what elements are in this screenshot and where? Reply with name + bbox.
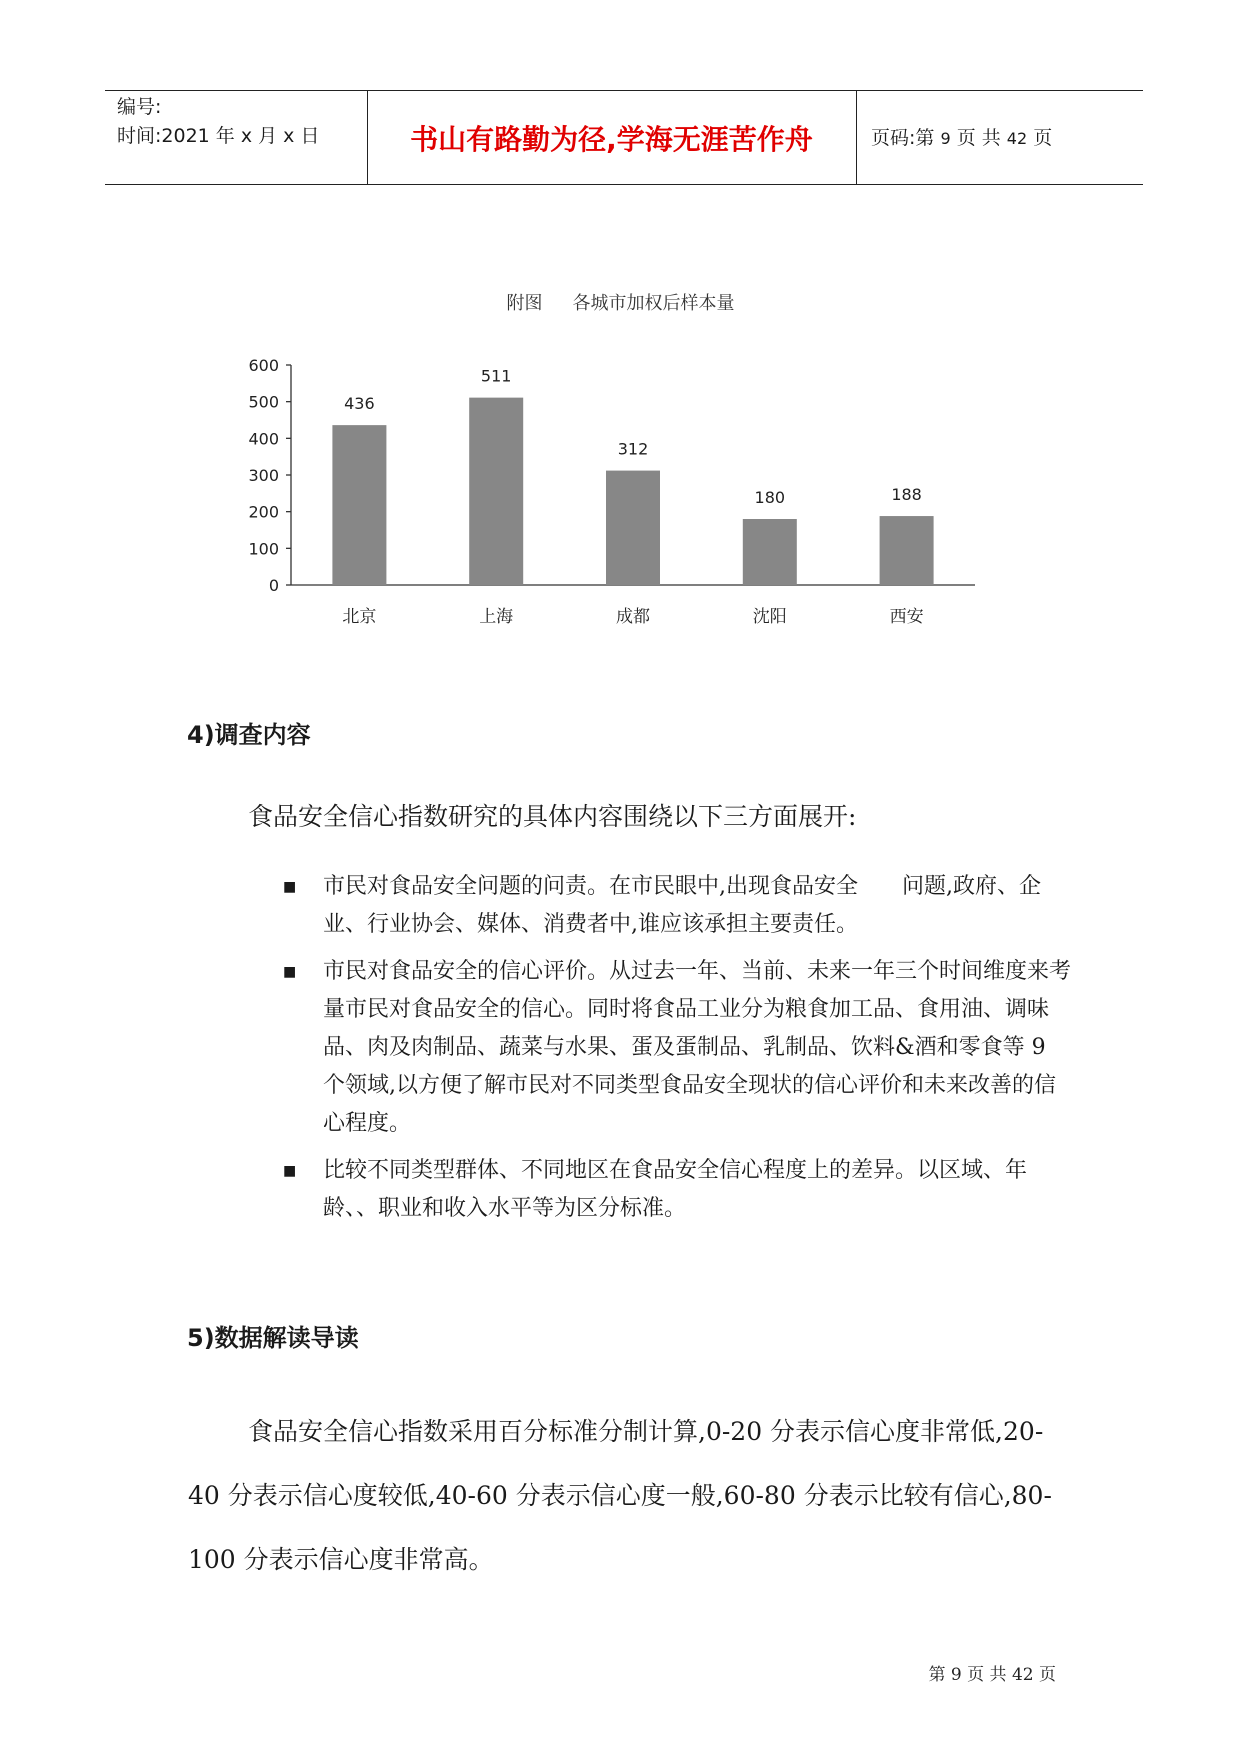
header-divider-right xyxy=(856,91,857,184)
section-4-bullet-list xyxy=(281,868,1071,1237)
header-meta xyxy=(117,93,319,151)
figure-caption-title: 各城市加权后样本量 xyxy=(572,293,735,314)
figure-caption-prefix: 附图 xyxy=(506,293,543,314)
y-tick-label: 100 xyxy=(248,539,279,559)
page-code-mid: 页 共 xyxy=(956,127,1001,149)
bar xyxy=(332,425,386,585)
bar xyxy=(743,519,797,585)
bar xyxy=(606,471,660,585)
header-page-code xyxy=(871,123,1052,150)
page-code-label: 页码:第 xyxy=(871,127,935,149)
bullet-item xyxy=(281,868,1071,944)
header-motto: 书山有路勤为径,学海无涯苦作舟 xyxy=(410,122,813,156)
y-tick-label: 0 xyxy=(268,576,279,595)
section-4-intro xyxy=(188,797,1068,837)
bar-data-label: 436 xyxy=(344,394,375,414)
figure-caption xyxy=(0,289,1241,315)
y-tick-label: 400 xyxy=(248,429,279,449)
section-5-heading: 5)数据解读导读 xyxy=(187,1324,359,1352)
bullet-text: 比较不同类型群体、不同地区在食品安全信心程度上的差异。以区域、年龄、、职业和收入水平等为区分标准。 xyxy=(323,1158,1028,1221)
bar-data-label: 511 xyxy=(480,366,512,386)
page-code-end: 页 xyxy=(1033,127,1053,149)
sample-size-bar-chart xyxy=(230,345,990,635)
y-tick-label: 500 xyxy=(248,392,279,412)
x-category-label: 成都 xyxy=(616,607,650,627)
bar-data-label: 188 xyxy=(891,485,922,505)
page-footer: 第 9 页 共 42 页 xyxy=(928,1665,1056,1685)
bullet-marker: ■ xyxy=(283,1163,297,1179)
bullet-marker: ■ xyxy=(283,879,297,895)
y-tick-label: 300 xyxy=(248,466,279,485)
bar-data-label: 180 xyxy=(754,488,786,507)
x-category-label: 沈阳 xyxy=(752,607,787,627)
bar xyxy=(880,516,934,585)
x-category-label: 西安 xyxy=(889,607,924,627)
bullet-marker: ■ xyxy=(283,964,297,980)
section-4-heading: 4)调查内容 xyxy=(187,721,311,749)
page-header xyxy=(105,90,1143,185)
bullet-text: 市民对食品安全问题的问责。在市民眼中,出现食品安全 问题,政府、企业、行业协会、媒体、消费者中,谁应该承担主要责任。 xyxy=(323,874,1041,937)
page-code-current: 9 xyxy=(940,129,951,148)
y-tick-label: 600 xyxy=(248,356,279,375)
section-5-body-text: 食品安全信心指数采用百分标准分制计算,0-20 分表示信心度非常低,20-40 分表示信心度较低,40-60 分表示信心度一般,60-80 分表示比较有信心,80-100 分表示信心度非常高。 xyxy=(188,1417,1052,1574)
bullet-item xyxy=(281,1152,1071,1228)
bar xyxy=(469,398,523,585)
section-5-body xyxy=(188,1400,1068,1592)
y-tick-label: 200 xyxy=(248,502,279,522)
x-category-label: 上海 xyxy=(479,607,514,627)
x-category-label: 北京 xyxy=(342,607,377,627)
doc-time-label: 时间:2021 年 x 月 x 日 xyxy=(117,125,320,147)
section-4-intro-text: 食品安全信心指数研究的具体内容围绕以下三方面展开: xyxy=(248,802,857,831)
page-code-total: 42 xyxy=(1006,129,1028,148)
bar-data-label: 312 xyxy=(617,439,649,459)
doc-number-label: 编号: xyxy=(117,96,162,118)
bullet-item xyxy=(281,953,1071,1143)
bullet-text: 市民对食品安全的信心评价。从过去一年、当前、未来一年三个时间维度来考量市民对食品安全的信心。同时将食品工业分为粮食加工品、食用油、调味品、肉及肉制品、蔬菜与水果、蛋及蛋制品、乳制品、饮料&酒和零食等 9 个领域,以方便了解市民对不同类型食品安全现状的信心评价和未来改善的信心程度。 xyxy=(323,959,1072,1136)
